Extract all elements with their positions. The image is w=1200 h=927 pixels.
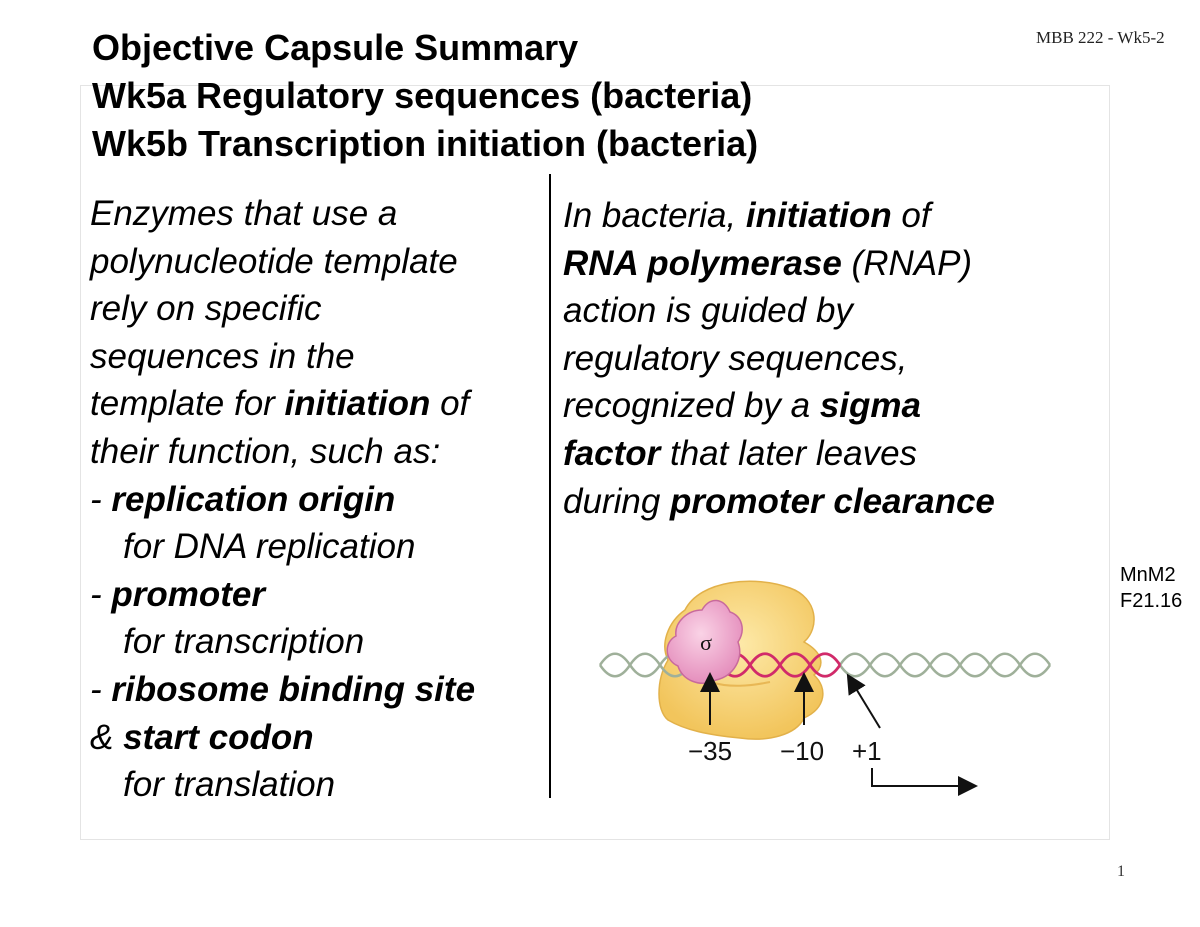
right-line bbox=[563, 382, 995, 430]
right-line bbox=[563, 478, 995, 526]
bullet-description: for transcription bbox=[123, 622, 365, 662]
bullet-term: promoter bbox=[111, 574, 266, 614]
label-plus1: +1 bbox=[852, 736, 882, 766]
left-column bbox=[90, 190, 475, 809]
bullet-term: ribosome binding site bbox=[111, 669, 476, 709]
label-minus35: −35 bbox=[688, 736, 733, 766]
emphasis-rna-polymerase: RNA polymerase bbox=[563, 243, 842, 283]
emphasis-factor: factor bbox=[563, 433, 661, 473]
bullet-description: for translation bbox=[123, 765, 336, 805]
bullet-term: start codon bbox=[123, 717, 314, 757]
text-run: (RNAP) bbox=[841, 243, 973, 283]
left-line: polynucleotide template bbox=[90, 241, 458, 281]
figure-ref-line2: F21.16 bbox=[1120, 590, 1183, 612]
right-line: action is guided by bbox=[563, 291, 853, 331]
bullet-replication-origin bbox=[90, 476, 475, 524]
transcription-direction-arrow bbox=[872, 768, 968, 786]
left-line: Enzymes that use a bbox=[90, 194, 398, 233]
bullet-start-codon bbox=[90, 714, 475, 762]
text-run: of bbox=[430, 384, 470, 424]
right-line: regulatory sequences, bbox=[563, 338, 908, 378]
text-run: that later leaves bbox=[660, 433, 918, 473]
text-run: recognized by a bbox=[563, 386, 820, 426]
page-number: 1 bbox=[1117, 863, 1125, 880]
slide-title bbox=[92, 24, 758, 168]
bullet-dash: - bbox=[90, 479, 112, 519]
title-line-2: Wk5a Regulatory sequences (bacteria) bbox=[92, 75, 753, 116]
title-line-1: Objective Capsule Summary bbox=[92, 27, 579, 68]
column-divider bbox=[549, 174, 551, 798]
right-line bbox=[563, 192, 995, 240]
bullet-dash: - bbox=[90, 669, 112, 709]
text-run: In bacteria, bbox=[563, 196, 746, 235]
emphasis-initiation: initiation bbox=[284, 384, 431, 424]
bullet-ribosome-binding-site bbox=[90, 666, 475, 714]
figure-ref-line1: MnM2 bbox=[1120, 564, 1176, 586]
figure-reference bbox=[1120, 562, 1182, 614]
emphasis-promoter-clearance: promoter clearance bbox=[670, 481, 995, 521]
bullet-term: replication origin bbox=[111, 479, 396, 519]
rnap-sigma-promoter-figure bbox=[590, 570, 1080, 810]
right-column bbox=[563, 192, 995, 525]
bullet-promoter bbox=[90, 571, 475, 619]
title-line-3: Wk5b Transcription initiation (bacteria) bbox=[92, 123, 759, 164]
text-run: template for bbox=[90, 384, 285, 424]
ampersand: & bbox=[90, 717, 124, 757]
emphasis-initiation: initiation bbox=[745, 196, 892, 235]
left-line: sequences in the bbox=[90, 336, 355, 376]
emphasis-sigma: sigma bbox=[819, 386, 921, 426]
bullet-description: for DNA replication bbox=[123, 527, 416, 567]
text-run: during bbox=[563, 481, 671, 521]
right-line bbox=[563, 430, 995, 478]
plus1-arrow bbox=[852, 682, 880, 728]
course-tag: MBB 222 - Wk5-2 bbox=[1036, 28, 1165, 47]
right-line bbox=[563, 240, 995, 288]
left-line: their function, such as: bbox=[90, 431, 441, 471]
left-line bbox=[90, 380, 475, 428]
bullet-dash: - bbox=[90, 574, 112, 614]
text-run: of bbox=[891, 196, 931, 235]
sigma-label: σ bbox=[700, 630, 712, 655]
left-line: rely on specific bbox=[90, 289, 322, 329]
label-minus10: −10 bbox=[780, 736, 825, 766]
